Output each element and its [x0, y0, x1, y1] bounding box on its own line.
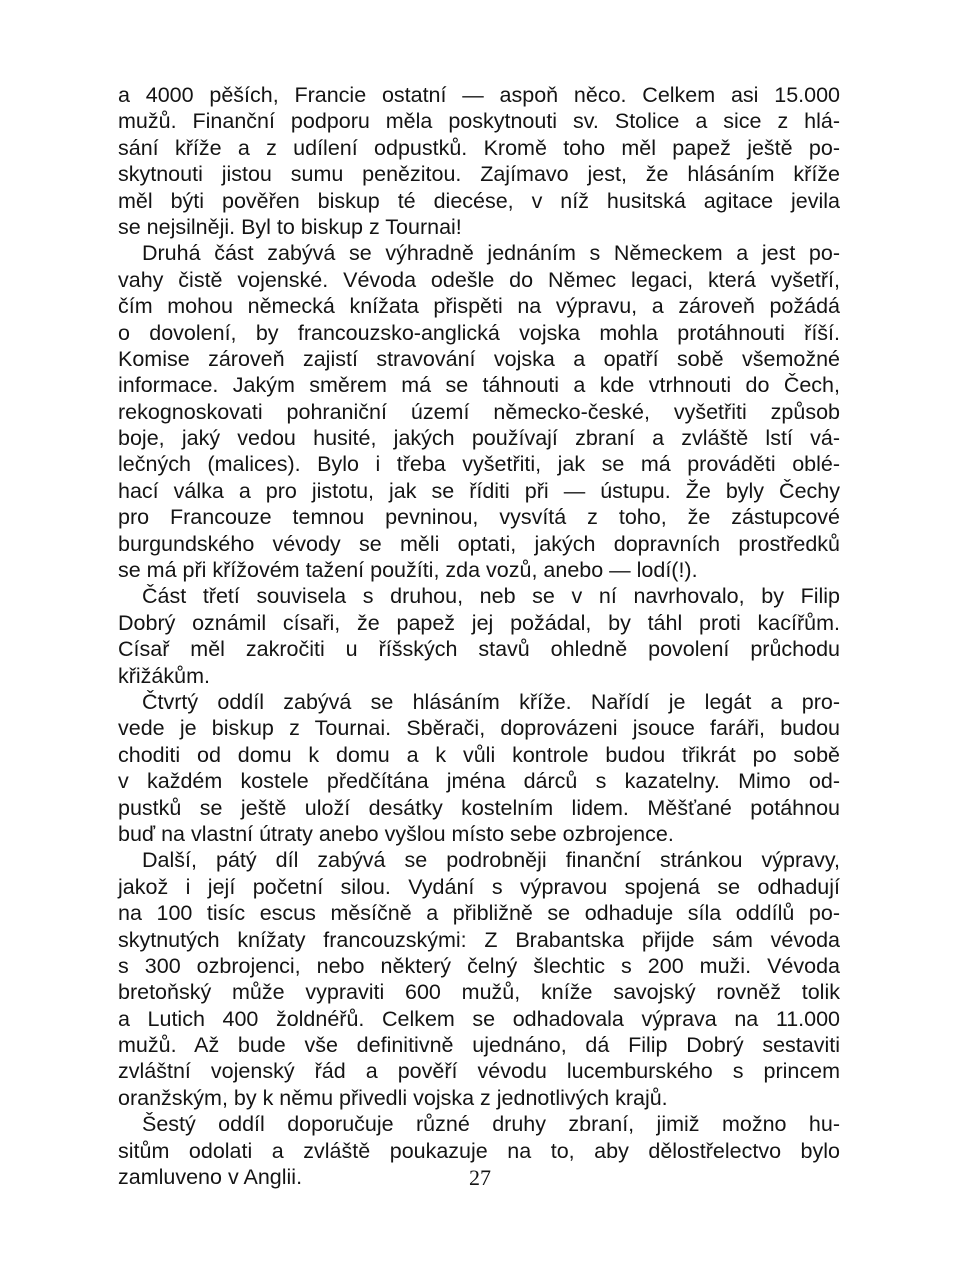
- text-line: pustků se ještě uloží desátky kostelním lidem. Měšťané potáhnou: [118, 795, 840, 820]
- paragraph: [118, 847, 840, 1111]
- text-line: Čtvrtý oddíl zabývá se hlásáním kříže. Nařídí je legát a pro-: [142, 689, 840, 714]
- text-line: Druhá část zabývá se výhradně jednáním s Německem a jest po-: [142, 241, 840, 266]
- text-line: jakož i její početní silou. Vydání s výpravou spojená se odhadují: [118, 874, 840, 899]
- text-line: burgundského vévody se měli optati, jakých dopravních prostředků: [118, 531, 840, 556]
- text-line: Část třetí souvisela s druhou, neb se v ní navrhovalo, by Filip: [142, 584, 840, 609]
- text-line: Komise zároveň zajistí stravování vojska a opatří sobě všemožné: [118, 346, 840, 371]
- paragraph: [118, 82, 840, 240]
- text-line: lečných (malices). Bylo i třeba vyšetřiti, jak se má prováděti oblé-: [118, 452, 840, 477]
- text-line: zamluveno v Anglii.: [118, 1165, 303, 1190]
- text-line: pro Francouze temnou pevninou, vysvítá z toho, že zástupcové: [118, 505, 840, 530]
- text-line: hací válka a pro jistotu, jak se říditi při — ústupu. Že byly Čechy: [118, 478, 840, 503]
- text-line: oranžským, by k němu přivedli vojska z jednotlivých krajů.: [118, 1085, 668, 1110]
- text-line: Dobrý oznámil císaři, že papež jej požádal, by táhl proti kacířům.: [118, 610, 840, 635]
- text-line: měl býti pověřen biskup té diecése, v níž husitská agitace jevila: [118, 188, 840, 213]
- page-number: 27: [469, 1165, 491, 1190]
- text-line: se nejsilněji. Byl to biskup z Tournai!: [118, 214, 462, 239]
- text-line: informace. Jakým směrem má se táhnouti a kde vtrhnouti do Čech,: [118, 373, 840, 398]
- paragraph: [118, 240, 840, 583]
- text-line: buď na vlastní útraty anebo vyšlou místo sebe ozbrojence.: [118, 821, 674, 846]
- text-line: o dovolení, by francouzsko-anglická vojska mohla protáhnouti říší.: [118, 320, 840, 345]
- text-line: čím mohou německá knížata přispěti na výpravu, a zároveň požádá: [118, 294, 840, 319]
- text-line: vede je biskup z Tournai. Sběrači, doprovázeni jsouce faráři, budou: [118, 716, 840, 741]
- paragraph: [118, 583, 840, 689]
- text-line: na 100 tisíc escus měsíčně a přibližně se odhaduje síla oddílů po-: [118, 901, 840, 926]
- text-line: a 4000 pěších, Francie ostatní — aspoň něco. Celkem asi 15.000: [118, 83, 840, 107]
- paragraph: [118, 689, 840, 847]
- text-line: choditi od domu k domu a k vůli kontrole budou třikrát po sobě: [118, 742, 840, 767]
- text-line: se má při křížovém tažení použíti, zda vozů, anebo — lodí(!).: [118, 558, 698, 583]
- text-line: křižákům.: [118, 663, 210, 688]
- text-line: skytnutých knížaty francouzskými: Z Brabantska přijde sám vévoda: [118, 927, 840, 952]
- text-line: Císař měl zakročiti u říšských stavů ohledně povolení průchodu: [118, 637, 840, 662]
- text-line: rekognoskovati pohraniční území německo-české, vyšetřiti způsob: [118, 399, 840, 424]
- body-text: [118, 82, 840, 1190]
- text-line: mužů. Finanční podporu měla poskytnouti sv. Stolice a sice z hlá-: [118, 109, 840, 134]
- text-line: s 300 ozbrojenci, nebo některý čelný šlechtic s 200 muži. Vévoda: [118, 953, 840, 978]
- text-line: Šestý oddíl doporučuje různé druhy zbraní, jimiž možno hu-: [142, 1112, 840, 1137]
- text-line: bretoňský může vypraviti 600 mužů, kníže savojský rovněž tolik: [118, 980, 840, 1005]
- text-line: v každém kostele předčítána jména dárců s kazatelny. Mimo od-: [118, 769, 840, 794]
- text-line: mužů. Až bude vše definitivně ujednáno, dá Filip Dobrý sestaviti: [118, 1033, 840, 1058]
- text-line: boje, jaký vedou husité, jakých používají zbraní a zvláště lstí vá-: [118, 426, 840, 451]
- text-line: skytnouti jistou sumu penězitou. Zajímavo jest, že hlásáním kříže: [118, 162, 840, 187]
- text-line: vahy čistě vojenské. Vévoda odešle do Němec legaci, která vyšetří,: [118, 267, 840, 292]
- text-line: Další, pátý díl zabývá se podrobněji finanční stránkou výpravy,: [142, 848, 840, 873]
- text-line: sání kříže a z udílení odpustků. Kromě toho měl papež ještě po-: [118, 135, 840, 160]
- text-line: zvláštní vojenský řád a pověří vévodu lucemburského s princem: [118, 1059, 840, 1084]
- text-line: sitům odolati a zvláště poukazuje na to, aby dělostřelectvo bylo: [118, 1138, 840, 1163]
- text-line: a Lutich 400 žoldnéřů. Celkem se odhadovala výprava na 11.000: [118, 1006, 840, 1031]
